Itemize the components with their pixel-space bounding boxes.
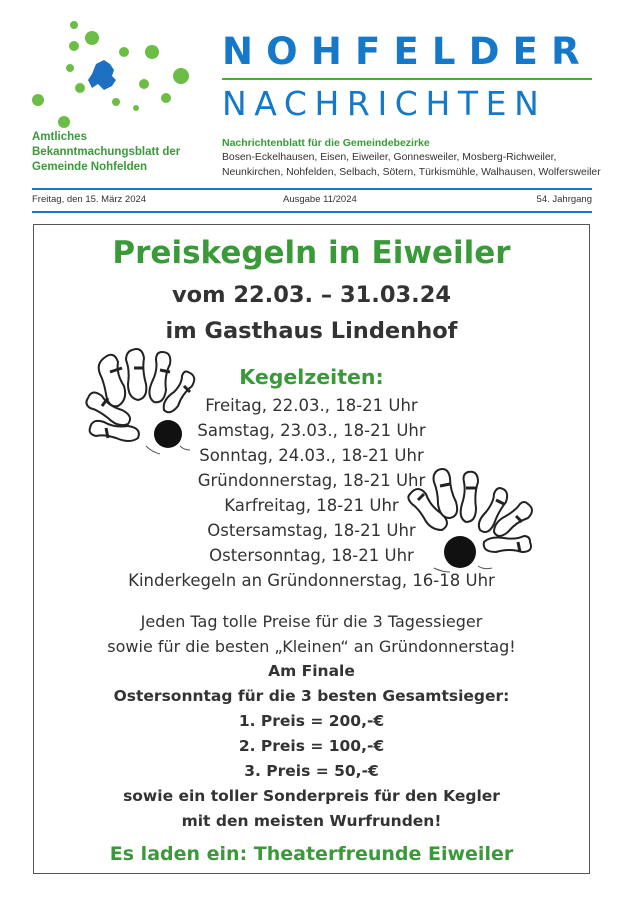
prize-item: 3. Preis = 50,-€ bbox=[244, 762, 379, 780]
publisher-block bbox=[32, 130, 222, 175]
prize-item: 1. Preis = 200,-€ bbox=[238, 712, 385, 730]
schedule-item: Sonntag, 24.03., 18-21 Uhr bbox=[199, 446, 424, 465]
special-prize-line-1: sowie ein toller Sonderpreis für den Kegler bbox=[123, 787, 500, 805]
issue-number: Ausgabe 11/2024 bbox=[283, 194, 357, 205]
schedule-item: Karfreitag, 18-21 Uhr bbox=[224, 496, 399, 515]
schedule-title: Kegelzeiten: bbox=[239, 365, 384, 389]
schedule-item: Freitag, 22.03., 18-21 Uhr bbox=[205, 396, 418, 415]
schedule-item: Gründonnerstag, 18-21 Uhr bbox=[197, 471, 426, 490]
issue-volume: 54. Jahrgang bbox=[536, 194, 592, 205]
header-rule-bottom bbox=[32, 211, 592, 213]
municipality-logo-icon bbox=[28, 18, 198, 130]
prizes-intro-line-1: Jeden Tag tolle Preise für die 3 Tagessieger bbox=[140, 612, 483, 631]
masthead-title-2: NACHRICHTEN bbox=[222, 84, 547, 123]
schedule-item: Kinderkegeln an Gründonnerstag, 16-18 Uhr bbox=[128, 571, 495, 590]
org-line-2: Bekanntmachungsblatt der bbox=[32, 146, 181, 158]
masthead-title-1: NOHFELDER bbox=[222, 30, 593, 73]
flyer-dates: vom 22.03. – 31.03.24 bbox=[171, 282, 452, 308]
flyer-headline: Preiskegeln in Eiweiler bbox=[112, 235, 511, 271]
masthead-divider bbox=[222, 78, 592, 80]
schedule-item: Samstag, 23.03., 18-21 Uhr bbox=[197, 421, 426, 440]
header-rule-top bbox=[32, 188, 592, 190]
prizes-intro-line-2: sowie für die besten „Kleinen“ an Gründonnerstag! bbox=[107, 637, 516, 656]
schedule-item: Ostersamstag, 18-21 Uhr bbox=[207, 521, 416, 540]
finale-line-2: Ostersonntag für die 3 besten Gesamtsieger: bbox=[113, 687, 510, 705]
special-prize-line-2: mit den meisten Wurfrunden! bbox=[181, 812, 442, 830]
issue-info-bar bbox=[32, 194, 592, 208]
org-line-1: Amtliches bbox=[32, 131, 87, 143]
schedule-item: Ostersonntag, 18-21 Uhr bbox=[209, 546, 414, 565]
finale-line-1: Am Finale bbox=[268, 662, 355, 680]
community-list-line-2: Neunkirchen, Nohfelden, Selbach, Sötern, Türkismühle, Walhausen, Wolfersweiler bbox=[222, 167, 601, 178]
community-list-line-1: Bosen-Eckelhausen, Eisen, Eiweiler, Gonnesweiler, Mosberg-Richweiler, bbox=[222, 152, 557, 163]
prize-item: 2. Preis = 100,-€ bbox=[238, 737, 385, 755]
community-list bbox=[222, 150, 617, 180]
org-line-3: Gemeinde Nohfelden bbox=[32, 161, 148, 173]
issue-date: Freitag, den 15. März 2024 bbox=[32, 194, 147, 205]
flyer-venue: im Gasthaus Lindenhof bbox=[165, 318, 458, 344]
flyer-invite: Es laden ein: Theaterfreunde Eiweiler bbox=[109, 843, 514, 865]
masthead-subtitle: Nachrichtenblatt für die Gemeindebezirke bbox=[222, 137, 430, 149]
